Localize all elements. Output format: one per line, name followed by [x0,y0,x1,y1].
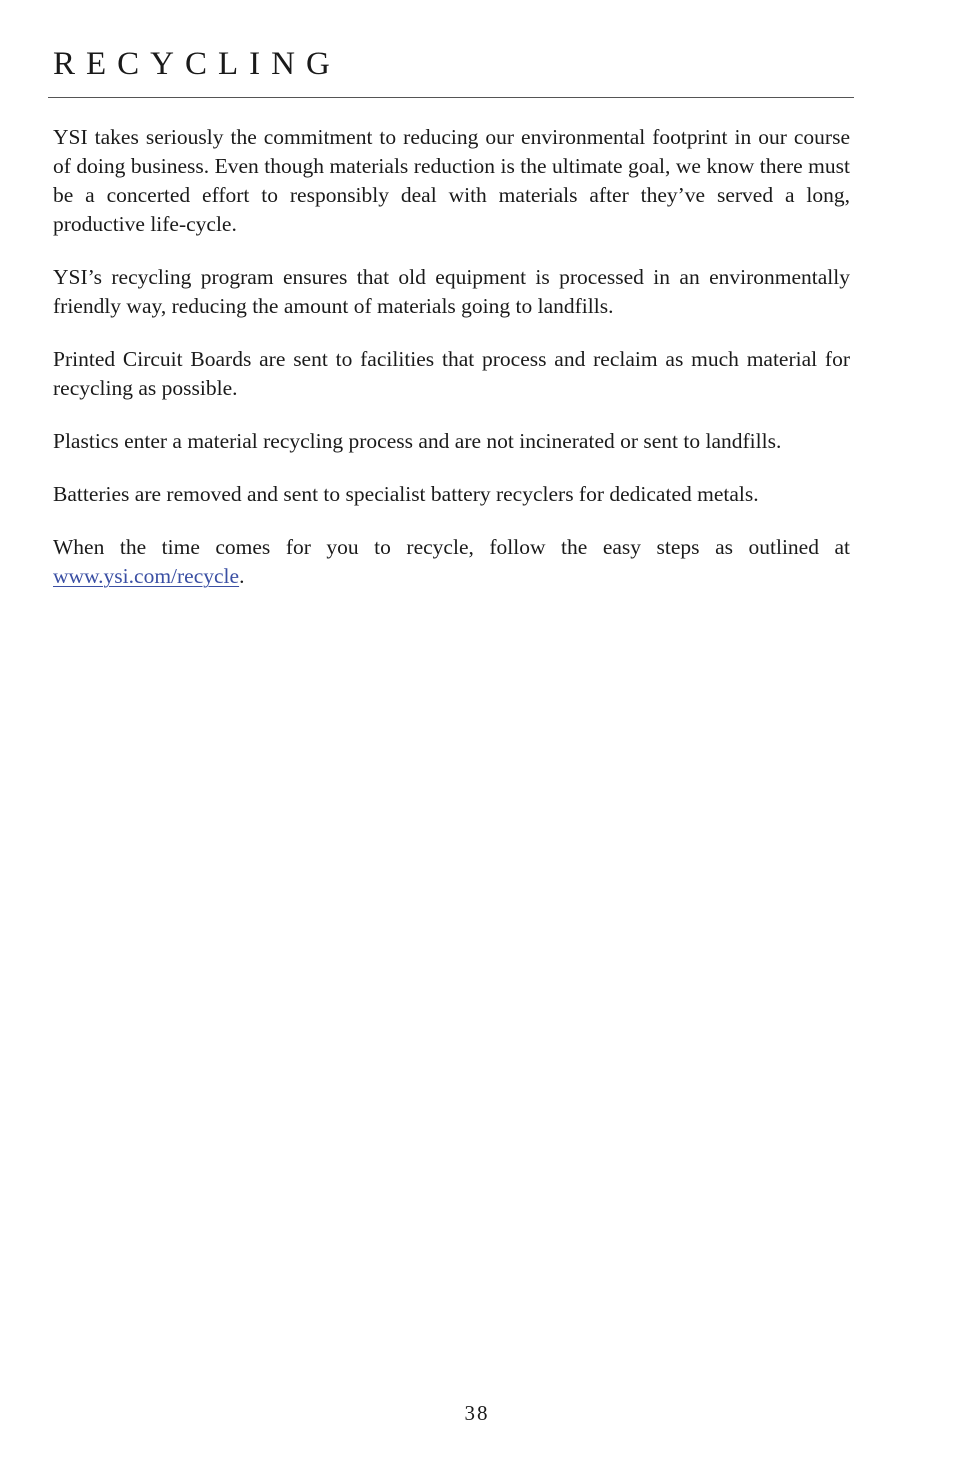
how-to-recycle-period: . [239,564,245,588]
recycle-link[interactable]: www.ysi.com/recycle [53,564,240,588]
how-to-recycle-text: When the time comes for you to recycle, follow the easy steps as outlined at [53,535,850,559]
body-text [53,123,850,615]
page-number: 38 [464,1401,490,1425]
paragraph-recycling-program: YSI’s recycling program ensures that old equipment is processed in an environmentally friendly way, reducing the amount of materials going to landfills. [53,265,850,318]
paragraph-plastics: Plastics enter a material recycling process and are not incinerated or sent to landfills. [53,429,782,453]
paragraph-circuit-boards: Printed Circuit Boards are sent to facilities that process and reclaim as much material for recycling as possible. [53,347,850,400]
paragraph-commitment: YSI takes seriously the commitment to reducing our environmental footprint in our course of doing business. Even though materials reduction is the ultimate goal, we know there must be a concerted effort to responsibly deal with materials after they’ve served a long, productive life-cycle. [53,125,850,236]
section-heading: RECYCLING [53,46,341,82]
paragraph-batteries: Batteries are removed and sent to specialist battery recyclers for dedicated metals. [53,482,759,506]
paragraph-how-to-recycle [53,533,850,591]
heading-divider [48,97,854,98]
